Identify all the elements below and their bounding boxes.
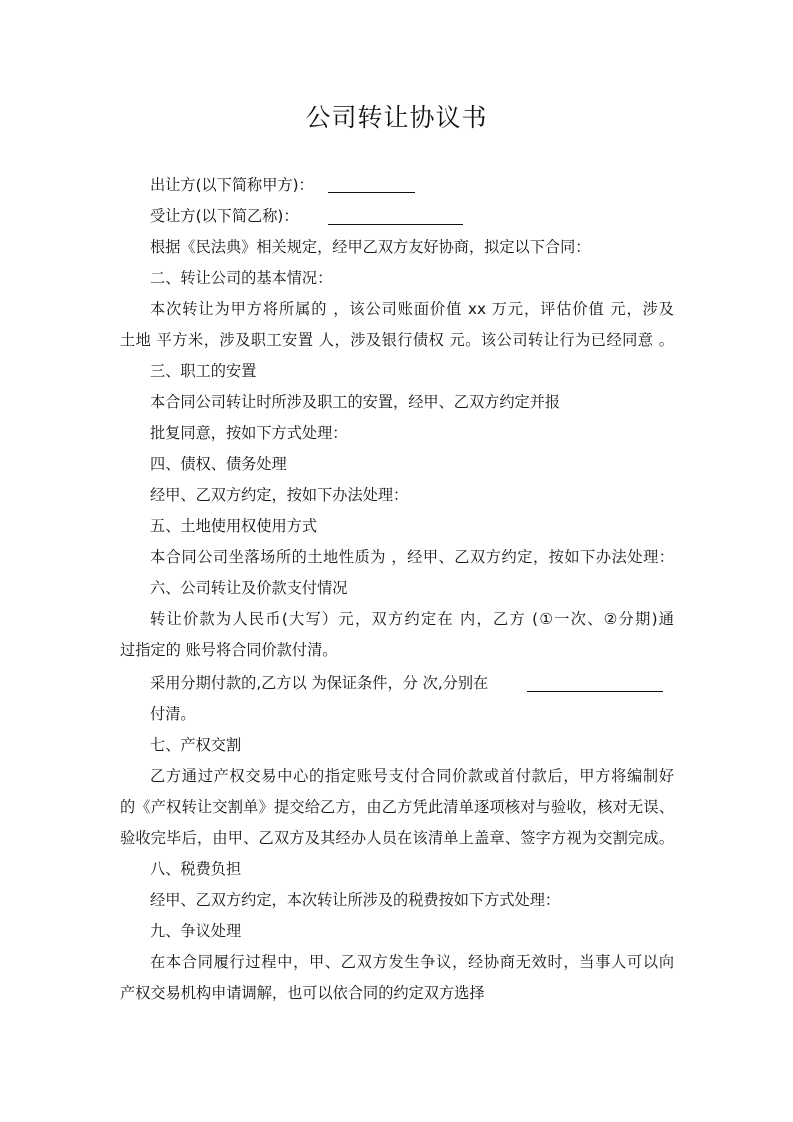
installment-blank (527, 691, 663, 692)
section-2-paragraph-line-1: 本次转让为甲方将所属的 ，该公司账面价值 xx 万元，评估价值 元，涉及 (150, 300, 674, 318)
section-heading-6: 六、公司转让及价款支付情况 (150, 579, 348, 597)
transferee-blank (328, 224, 463, 225)
transferor-blank (328, 192, 415, 193)
section-9-paragraph-line-2: 产权交易机构申请调解，也可以依合同的约定双方选择 (120, 984, 485, 1002)
section-heading-8: 八、税费负担 (150, 860, 242, 878)
section-heading-5: 五、土地使用权使用方式 (150, 517, 318, 535)
section-heading-7: 七、产权交割 (150, 736, 242, 754)
section-heading-4: 四、债权、债务处理 (150, 455, 287, 473)
section-3-paragraph-line-2: 批复同意，按如下方式处理： (150, 424, 348, 442)
section-3-paragraph-line-1: 本合同公司转让时所涉及职工的安置，经甲、乙双方约定并报 (150, 393, 561, 411)
section-5-paragraph: 本合同公司坐落场所的土地性质为 ，经甲、乙双方约定，按如下办法处理： (150, 548, 674, 566)
installment-line-end: 付清。 (150, 705, 196, 723)
section-4-paragraph: 经甲、乙双方约定，按如下办法处理： (150, 486, 409, 504)
section-8-paragraph: 经甲、乙双方约定，本次转让所涉及的税费按如下方式处理： (150, 891, 561, 909)
section-6-paragraph-line-1: 转让价款为人民币(大写）元，双方约定在 内，乙方 (①一次、②分期)通 (150, 610, 674, 628)
preamble-line: 根据《民法典》相关规定，经甲乙双方友好协商，拟定以下合同： (150, 238, 591, 256)
section-6-paragraph-line-2: 过指定的 账号将合同价款付清。 (120, 641, 338, 659)
section-heading-3: 三、职工的安置 (150, 362, 257, 380)
transferor-line: 出让方(以下简称甲方)： (150, 176, 314, 194)
section-2-paragraph-line-2: 土地 平方米，涉及职工安置 人，涉及银行债权 元。该公司转让行为已经同意 。 (120, 331, 674, 349)
document-title: 公司转让协议书 (305, 103, 488, 132)
transferee-line: 受让方(以下简乙称)： (150, 207, 299, 225)
installment-line: 采用分期付款的,乙方以 为保证条件，分 次,分别在 (150, 674, 489, 692)
section-heading-9: 九、争议处理 (150, 922, 242, 940)
section-7-paragraph-line-1: 乙方通过产权交易中心的指定账号支付合同价款或首付款后，甲方将编制好 (150, 767, 674, 785)
section-9-paragraph-line-1: 在本合同履行过程中，甲、乙双方发生争议，经协商无效时，当事人可以向 (150, 953, 674, 971)
section-7-paragraph-line-2: 的《产权转让交割单》提交给乙方，由乙方凭此清单逐项核对与验收，核对无误、 (120, 798, 674, 816)
section-7-paragraph-line-3: 验收完毕后，由甲、乙双方及其经办人员在该清单上盖章、签字方视为交割完成。 (120, 829, 674, 847)
section-heading-2: 二、转让公司的基本情况： (150, 269, 333, 287)
